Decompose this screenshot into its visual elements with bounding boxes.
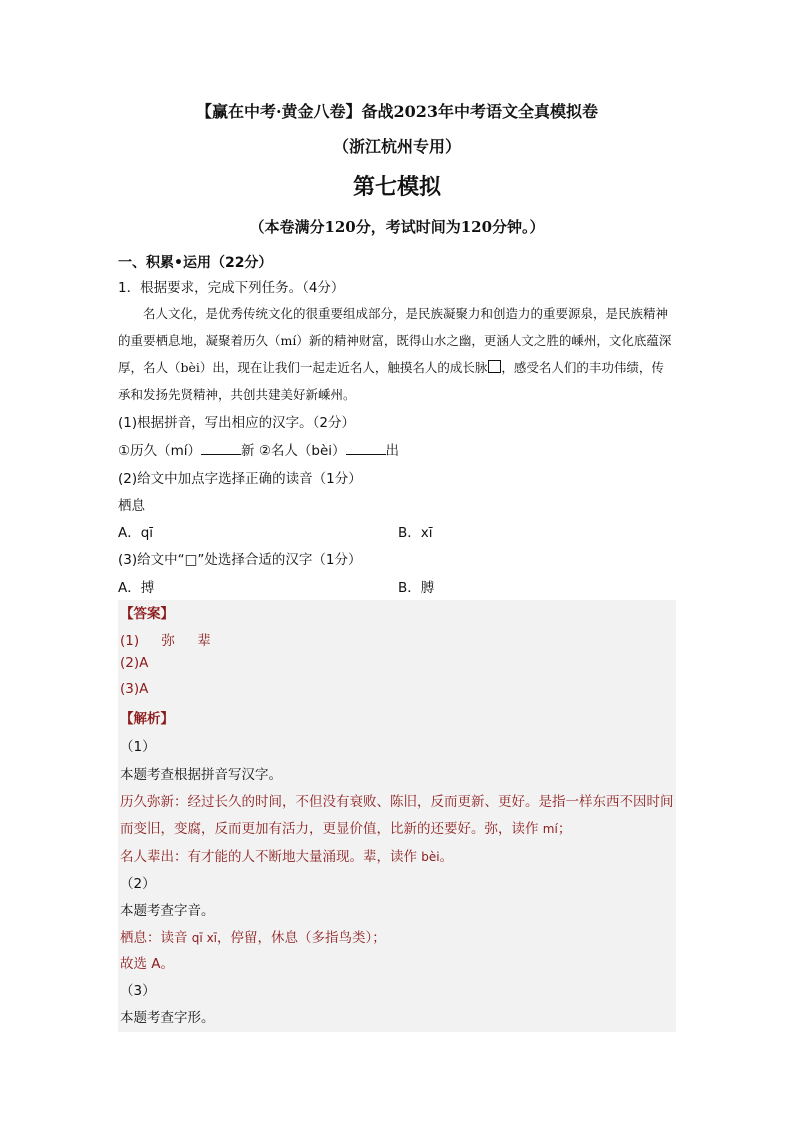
explain-3-text: 栖息：读音 xyxy=(120,930,188,946)
question-1-stem: 1．根据要求，完成下列任务。（4分） xyxy=(118,280,345,296)
passage-text-2: ，感受名人们的丰功伟绩，传承和发扬先贤精神，共创共建美好新嵊州。 xyxy=(118,360,664,402)
analysis-label: 【解析】 xyxy=(120,711,174,727)
item-a-after: 新 xyxy=(241,443,255,459)
analysis-part-2-choice: 故选 A。 xyxy=(120,956,175,972)
sub-question-2: (2)给文中加点字选择正确的读音（1分） xyxy=(118,471,362,487)
answer-label: 【答案】 xyxy=(120,606,174,622)
explain-2-pinyin: bèi xyxy=(421,850,440,864)
answer-blank-b[interactable] xyxy=(346,442,386,455)
option-b-2[interactable]: B．xī xyxy=(398,525,433,541)
explain-3-pinyin: qī xī xyxy=(191,931,217,945)
answer-1-char-1: 弥 xyxy=(161,633,175,649)
passage-text-1: 名人文化，是优秀传统文化的很重要组成部分，是民族凝聚力和创造力的重要源泉，是民族精神的重要栖息地，凝聚着历久（mí）新的精神财富，既得山水之幽，更涵人文之胜的嵊州，文化底蕴深厚，名人（bèi）出，现在让我们一起走近名人，触摸名人的成长脉 xyxy=(118,306,672,375)
analysis-part-1: （1） xyxy=(120,739,156,755)
score-note: （本卷满分120分，考试时间为120分钟。） xyxy=(249,218,545,236)
analysis-part-2-explain xyxy=(120,926,386,946)
blank-box xyxy=(488,360,501,373)
choice-text: 故选 xyxy=(120,956,147,972)
analysis-part-1-explain-1: 历久弥新：经过长久的时间，不但没有衰败、陈旧，反而更新、更好。是指一样东西不因时间而变旧，变腐，反而更加有活力，更显价值，比新的还要好。弥，读作 mí； xyxy=(120,794,674,837)
analysis-part-3: （3） xyxy=(120,983,156,999)
analysis-part-1-explain-2: 名人辈出：有才能的人不断地大量涌现。辈，读作 bèi。 xyxy=(120,849,454,865)
answer-1 xyxy=(120,629,211,649)
explain-1-pinyin: mí xyxy=(542,822,558,836)
analysis-part-2-topic: 本题考查字音。 xyxy=(120,903,215,919)
item-a: ①历久（mí） xyxy=(118,443,202,459)
choice-letter: A xyxy=(151,956,161,972)
item-b: ②名人（bèi） xyxy=(258,443,346,459)
explain-2-text: 名人辈出：有才能的人不断地大量涌现。辈，读作 xyxy=(120,849,417,865)
explain-1-text: 历久弥新：经过长久的时间，不但没有衰败、陈旧，反而更新、更好。是指一样东西不因时间而变旧，变腐，反而更加有活力，更显价值，比新的还要好。弥，读作 xyxy=(120,794,674,837)
option-a-3[interactable]: A．搏 xyxy=(118,580,155,596)
sub-question-2-word: 栖息 xyxy=(118,498,145,514)
answer-1-char-2: 辈 xyxy=(197,633,211,649)
answer-blank-a[interactable] xyxy=(201,442,241,455)
answer-2: (2)A xyxy=(120,655,149,671)
reading-passage xyxy=(118,300,676,408)
option-a-2[interactable]: A．qī xyxy=(118,525,154,541)
section-heading: 一、积累•运用（22分） xyxy=(118,255,273,271)
analysis-part-2: （2） xyxy=(120,876,156,892)
sub-question-1: (1)根据拼音，写出相应的汉字。（2分） xyxy=(118,415,355,431)
item-b-after: 出 xyxy=(385,443,400,459)
explain-3-rest: ，停留，休息（多指鸟类）； xyxy=(217,930,386,946)
answer-3: (3)A xyxy=(120,681,149,697)
sub-question-1-items xyxy=(118,439,399,459)
exam-subtitle: （浙江杭州专用） xyxy=(332,137,461,156)
option-b-3[interactable]: B．膊 xyxy=(398,580,435,596)
sub-question-3: (3)给文中“□”处选择合适的汉字（1分） xyxy=(118,552,362,568)
answer-analysis-panel xyxy=(118,600,676,1032)
analysis-part-3-topic: 本题考查字形。 xyxy=(120,1010,215,1026)
exam-title: 【赢在中考·黄金八卷】备战2023年中考语文全真模拟卷 xyxy=(195,102,599,121)
analysis-part-1-topic: 本题考查根据拼音写汉字。 xyxy=(120,767,282,783)
mock-number: 第七模拟 xyxy=(352,174,441,200)
answer-1-num: (1) xyxy=(120,633,140,649)
